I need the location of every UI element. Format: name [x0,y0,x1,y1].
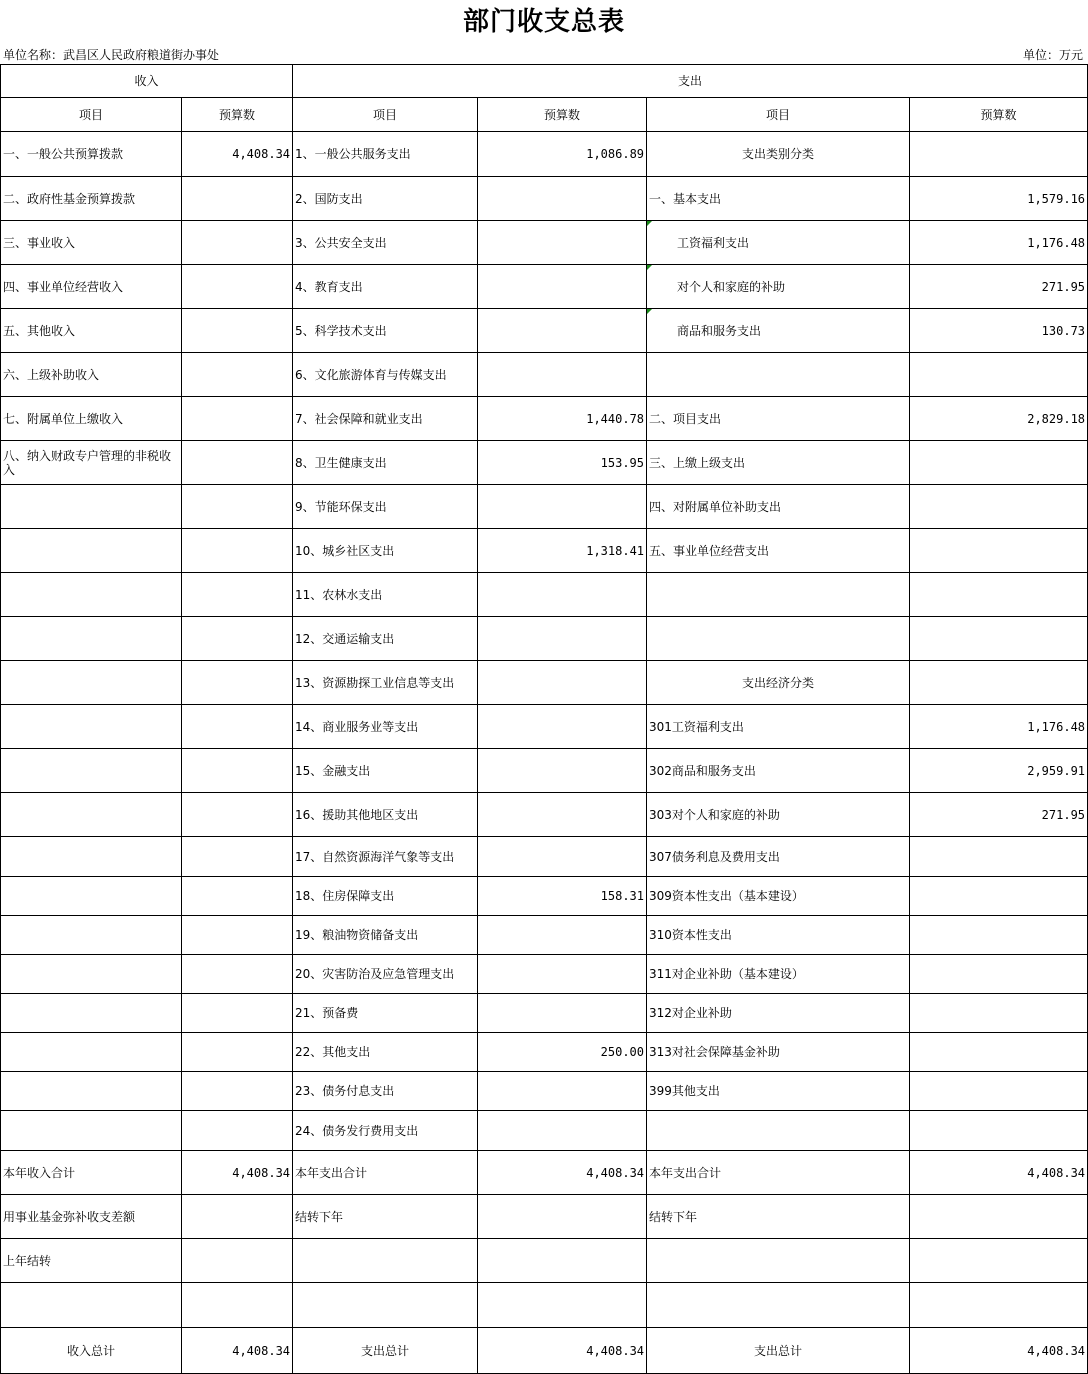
class-item-cell: 307债务利息及费用支出 [647,837,910,877]
class-item-cell [647,1111,910,1151]
table-row [1,573,1088,617]
col-class-budget: 预算数 [910,98,1088,132]
class-item-cell: 结转下年 [647,1195,910,1239]
class-item-cell: 311对企业补助（基本建设） [647,955,910,994]
table-row [1,955,1088,994]
income-budget-cell [182,749,293,793]
class-budget-cell [910,1033,1088,1072]
income-item-cell: 用事业基金弥补收支差额 [1,1195,182,1239]
income-item-cell [1,485,182,529]
class-budget-cell [910,837,1088,877]
expense-item-cell: 4、教育支出 [293,265,478,309]
expense-budget-cell [478,661,647,705]
class-budget-cell [910,955,1088,994]
income-item-cell [1,1033,182,1072]
table-row [1,397,1088,441]
expense-item-cell: 23、债务付息支出 [293,1072,478,1111]
expense-budget-cell: 1,318.41 [478,529,647,573]
class-budget-cell: 1,176.48 [910,221,1088,265]
income-item-cell [1,793,182,837]
expense-item-cell: 6、文化旅游体育与传媒支出 [293,353,478,397]
expense-item-cell [293,1239,478,1283]
expense-item-cell: 9、节能环保支出 [293,485,478,529]
income-budget-cell [182,1239,293,1283]
unit-name-label: 单位名称：武昌区人民政府粮道街办事处 [3,48,220,62]
col-expense-item: 项目 [293,98,478,132]
expense-item-cell: 5、科学技术支出 [293,309,478,353]
income-budget-cell [182,994,293,1033]
income-budget-cell [182,441,293,485]
class-item-cell: 本年支出合计 [647,1151,910,1195]
class-budget-cell [910,916,1088,955]
expense-item-cell: 16、援助其他地区支出 [293,793,478,837]
table-row [1,661,1088,705]
table-row [1,1239,1088,1283]
col-expense-budget: 预算数 [478,98,647,132]
income-item-cell: 七、附属单位上缴收入 [1,397,182,441]
table-row [1,309,1088,353]
col-class-item: 项目 [647,98,910,132]
class-item-cell: 399其他支出 [647,1072,910,1111]
expense-budget-cell [478,749,647,793]
class-budget-cell [910,132,1088,177]
table-row [1,877,1088,916]
table-row [1,793,1088,837]
expense-budget-cell [478,177,647,221]
expense-item-cell: 14、商业服务业等支出 [293,705,478,749]
table-row [1,1195,1088,1239]
class-item-cell: 支出经济分类 [647,661,910,705]
class-budget-cell: 2,959.91 [910,749,1088,793]
table-row [1,132,1088,177]
expense-budget-cell [478,837,647,877]
income-budget-cell [182,1283,293,1328]
class-item-cell [647,1239,910,1283]
expense-budget-cell: 4,408.34 [478,1328,647,1374]
income-item-cell [1,705,182,749]
table-row [1,265,1088,309]
income-item-cell [1,837,182,877]
class-budget-cell [910,1239,1088,1283]
income-budget-cell [182,793,293,837]
income-header: 收入 [1,65,293,98]
income-item-cell [1,994,182,1033]
income-budget-cell [182,177,293,221]
expense-budget-cell [478,485,647,529]
income-item-cell [1,749,182,793]
header-row-columns [1,98,1088,132]
income-item-cell [1,1072,182,1111]
table-row [1,705,1088,749]
table-row [1,221,1088,265]
class-item-cell: 商品和服务支出 [647,309,910,353]
class-item-cell: 对个人和家庭的补助 [647,265,910,309]
class-item-cell: 309资本性支出（基本建设） [647,877,910,916]
expense-item-cell: 支出总计 [293,1328,478,1374]
income-budget-cell [182,529,293,573]
col-income-item: 项目 [1,98,182,132]
class-item-cell: 五、事业单位经营支出 [647,529,910,573]
income-item-cell [1,955,182,994]
class-budget-cell [910,1283,1088,1328]
class-item-cell: 303对个人和家庭的补助 [647,793,910,837]
expense-budget-cell [478,573,647,617]
class-item-cell: 302商品和服务支出 [647,749,910,793]
expense-budget-cell: 158.31 [478,877,647,916]
class-item-cell: 301工资福利支出 [647,705,910,749]
table-row [1,916,1088,955]
class-item-cell: 支出总计 [647,1328,910,1374]
expense-item-cell: 21、预备费 [293,994,478,1033]
table-row [1,441,1088,485]
table-row [1,485,1088,529]
income-budget-cell [182,397,293,441]
expense-budget-cell [478,1195,647,1239]
expense-budget-cell [478,265,647,309]
expense-item-cell: 24、债务发行费用支出 [293,1111,478,1151]
expense-item-cell: 3、公共安全支出 [293,221,478,265]
page-title: 部门收支总表 [462,7,625,37]
income-budget-cell [182,1195,293,1239]
expense-budget-cell [478,705,647,749]
expense-budget-cell [478,1072,647,1111]
income-budget-cell: 4,408.34 [182,1328,293,1374]
income-budget-cell [182,617,293,661]
expense-budget-cell: 1,086.89 [478,132,647,177]
class-item-cell: 三、上缴上级支出 [647,441,910,485]
class-budget-cell [910,529,1088,573]
class-item-cell [647,1283,910,1328]
class-budget-cell [910,1195,1088,1239]
expense-budget-cell: 153.95 [478,441,647,485]
expense-budget-cell [478,994,647,1033]
income-item-cell [1,877,182,916]
table-row [1,837,1088,877]
class-budget-cell [910,1111,1088,1151]
income-budget-cell: 4,408.34 [182,1151,293,1195]
table-row [1,177,1088,221]
expense-budget-cell [478,1239,647,1283]
class-budget-cell [910,994,1088,1033]
class-budget-cell: 1,579.16 [910,177,1088,221]
expense-budget-cell: 250.00 [478,1033,647,1072]
income-item-cell: 上年结转 [1,1239,182,1283]
income-item-cell: 八、纳入财政专户管理的非税收入 [1,441,182,485]
income-item-cell: 六、上级补助收入 [1,353,182,397]
income-budget-cell [182,837,293,877]
expense-item-cell: 20、灾害防治及应急管理支出 [293,955,478,994]
class-item-cell: 支出类别分类 [647,132,910,177]
income-item-cell: 一、一般公共预算拨款 [1,132,182,177]
expense-item-cell: 2、国防支出 [293,177,478,221]
expense-header: 支出 [293,65,1088,98]
class-budget-cell [910,661,1088,705]
income-item-cell [1,661,182,705]
expense-budget-cell: 1,440.78 [478,397,647,441]
table-row [1,1328,1088,1374]
income-budget-cell [182,661,293,705]
income-budget-cell [182,877,293,916]
class-item-cell: 一、基本支出 [647,177,910,221]
class-budget-cell [910,573,1088,617]
unit-label: 单位：万元 [1022,48,1083,62]
expense-item-cell: 8、卫生健康支出 [293,441,478,485]
class-item-cell [647,353,910,397]
expense-item-cell: 17、自然资源海洋气象等支出 [293,837,478,877]
table-row [1,1151,1088,1195]
income-budget-cell [182,916,293,955]
expense-budget-cell: 4,408.34 [478,1151,647,1195]
income-item-cell: 四、事业单位经营收入 [1,265,182,309]
income-budget-cell [182,265,293,309]
expense-item-cell: 结转下年 [293,1195,478,1239]
table-row [1,353,1088,397]
table-row [1,1072,1088,1111]
expense-budget-cell [478,309,647,353]
class-item-cell: 四、对附属单位补助支出 [647,485,910,529]
class-budget-cell [910,617,1088,661]
class-budget-cell: 4,408.34 [910,1328,1088,1374]
income-item-cell [1,1283,182,1328]
expense-item-cell: 22、其他支出 [293,1033,478,1072]
col-income-budget: 预算数 [182,98,293,132]
table-row [1,529,1088,573]
income-item-cell: 二、政府性基金预算拨款 [1,177,182,221]
class-item-cell: 312对企业补助 [647,994,910,1033]
class-budget-cell [910,1072,1088,1111]
expense-item-cell: 18、住房保障支出 [293,877,478,916]
class-item-cell [647,573,910,617]
class-budget-cell [910,441,1088,485]
class-budget-cell [910,877,1088,916]
class-budget-cell: 130.73 [910,309,1088,353]
expense-budget-cell [478,955,647,994]
income-item-cell [1,573,182,617]
class-item-cell: 二、项目支出 [647,397,910,441]
expense-item-cell: 1、一般公共服务支出 [293,132,478,177]
class-budget-cell: 1,176.48 [910,705,1088,749]
expense-budget-cell [478,793,647,837]
income-item-cell: 三、事业收入 [1,221,182,265]
income-budget-cell [182,309,293,353]
income-item-cell [1,916,182,955]
expense-budget-cell [478,1283,647,1328]
income-item-cell [1,529,182,573]
class-item-cell: 310资本性支出 [647,916,910,955]
income-budget-cell [182,353,293,397]
income-budget-cell [182,705,293,749]
income-budget-cell: 4,408.34 [182,132,293,177]
table-row [1,1111,1088,1151]
income-item-cell [1,617,182,661]
income-budget-cell [182,573,293,617]
income-budget-cell [182,1033,293,1072]
class-budget-cell: 4,408.34 [910,1151,1088,1195]
income-item-cell: 本年收入合计 [1,1151,182,1195]
class-budget-cell: 271.95 [910,265,1088,309]
income-item-cell: 五、其他收入 [1,309,182,353]
income-budget-cell [182,955,293,994]
header-row-group [1,65,1088,98]
expense-item-cell: 19、粮油物资储备支出 [293,916,478,955]
income-budget-cell [182,485,293,529]
table-row [1,617,1088,661]
expense-budget-cell [478,221,647,265]
expense-item-cell: 12、交通运输支出 [293,617,478,661]
expense-item-cell: 本年支出合计 [293,1151,478,1195]
expense-budget-cell [478,1111,647,1151]
class-item-cell: 工资福利支出 [647,221,910,265]
expense-item-cell: 13、资源勘探工业信息等支出 [293,661,478,705]
income-budget-cell [182,221,293,265]
income-budget-cell [182,1072,293,1111]
income-item-cell: 收入总计 [1,1328,182,1374]
revenue-expenditure-table [0,64,1088,1374]
class-budget-cell [910,485,1088,529]
expense-item-cell: 11、农林水支出 [293,573,478,617]
table-row [1,1283,1088,1328]
expense-item-cell: 15、金融支出 [293,749,478,793]
class-item-cell [647,617,910,661]
expense-budget-cell [478,353,647,397]
class-budget-cell: 271.95 [910,793,1088,837]
expense-budget-cell [478,617,647,661]
income-item-cell [1,1111,182,1151]
class-item-cell: 313对社会保障基金补助 [647,1033,910,1072]
expense-budget-cell [478,916,647,955]
table-row [1,994,1088,1033]
expense-item-cell [293,1283,478,1328]
expense-item-cell: 10、城乡社区支出 [293,529,478,573]
class-budget-cell [910,353,1088,397]
expense-item-cell: 7、社会保障和就业支出 [293,397,478,441]
table-row [1,749,1088,793]
income-budget-cell [182,1111,293,1151]
table-row [1,1033,1088,1072]
class-budget-cell: 2,829.18 [910,397,1088,441]
